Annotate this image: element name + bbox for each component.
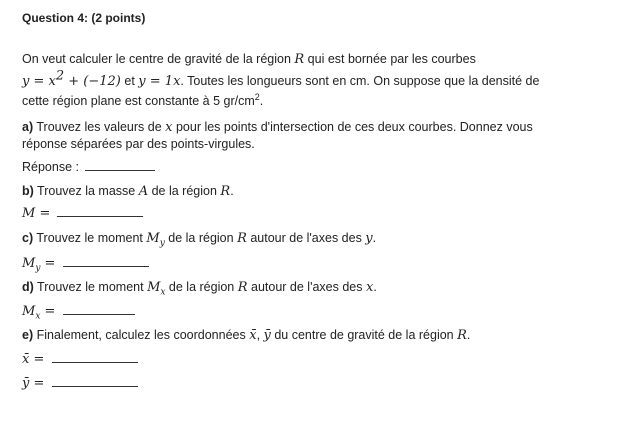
answer-xbar-input[interactable] [52,351,138,363]
answer-m-input[interactable] [57,205,143,217]
question-title: Question 4: (2 points) [22,11,146,25]
part-c-answer-row: $M_y$ = [22,255,149,272]
intro-line-1: On veut calculer le centre de gravité de la région R qui est bornée par les courbes [22,52,476,67]
part-d-answer-row: $M_x$ = [22,303,135,320]
intro-line-2: $y = x^2 + (-12)$ et y = 1x. Toutes les longueurs sont en cm. On suppose que la densité de [22,68,540,89]
part-c-text: c) Trouvez le moment $M_y$ de la région R autour de l'axes des y. [22,231,377,249]
part-e-ybar-row: ȳ = [22,375,138,392]
part-a-answer-row: Réponse : [22,159,155,176]
part-b-text: b) Trouvez la masse A de la région R. [22,184,234,199]
curve-2-equation: y = 1x [138,74,181,89]
intro-line-3: cette région plane est constante à 5 $gr/cm^2$. [22,91,264,108]
answer-my-input[interactable] [63,255,149,267]
part-a-text-1: a) Trouvez les valeurs de x pour les points d'intersection de ces deux courbes. Donnez vous [22,120,533,135]
part-d-text: d) Trouvez le moment $M_x$ de la région R autour de l'axes des x. [22,280,377,298]
part-a-text-2: réponse séparées par des points-virgules. [22,137,255,151]
answer-ybar-input[interactable] [52,375,138,387]
part-b-answer-row: M = [22,205,143,222]
part-e-text: e) Finalement, calculez les coordonnées x̄, ȳ du centre de gravité de la région R. [22,328,471,343]
part-e-xbar-row: x̄ = [22,351,138,368]
curve-1-equation: $y = x^2 + (-12)$ [22,68,121,89]
answer-mx-input[interactable] [63,303,135,315]
answer-a-input[interactable] [85,159,155,171]
